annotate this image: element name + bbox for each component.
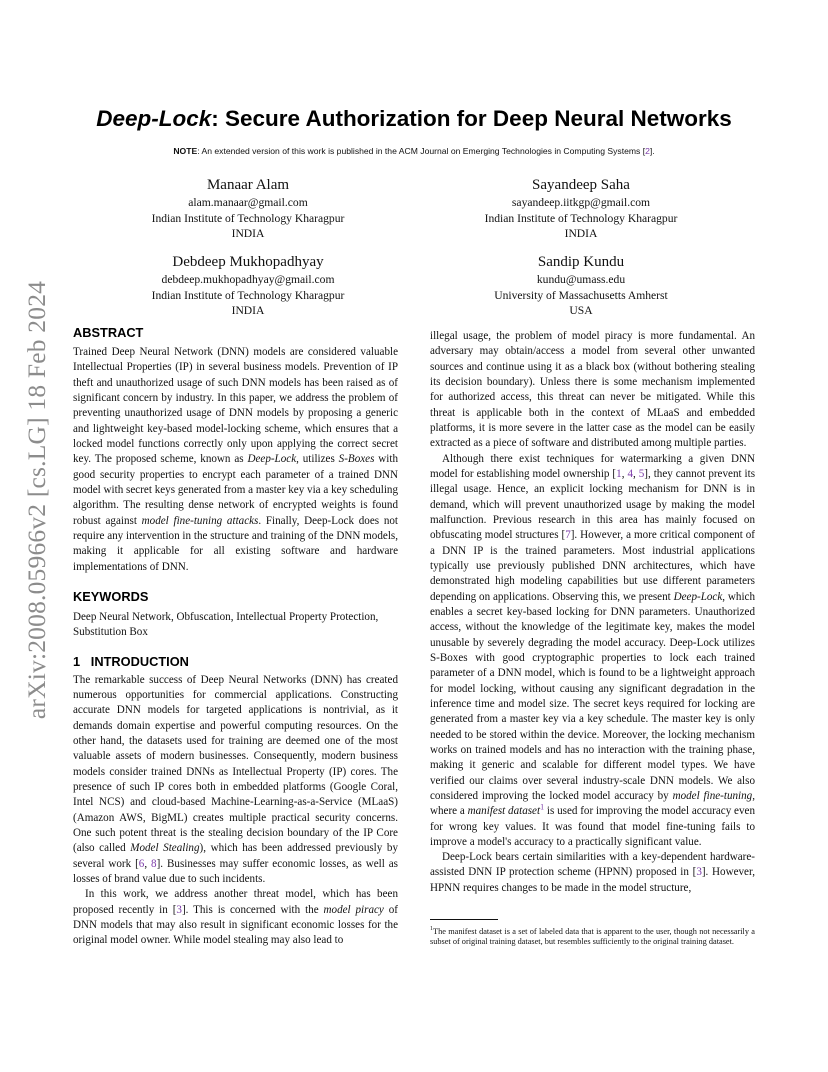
title-rest: : Secure Authorization for Deep Neural Networks — [211, 106, 732, 131]
abstract-heading: ABSTRACT — [73, 325, 144, 340]
abstract-text: Trained Deep Neural Network (DNN) models are considered valuable Intellectual Properties (IP) in several business models. Prevention of IP theft and unauthorized usage of such DNN models has been raised as of significant concern by industry. In this paper, we address the problem of preventing unauthorized usage of DNN models by proposing a generic and lightweight key-based model-locking scheme, which ensures that a locked model functions correctly only upon applying the correct secret key. The proposed scheme, known as — [73, 346, 398, 466]
footnote-text: The manifest dataset is a set of labeled data that is apparent to the user, though not necessarily a subset of original training dataset, but resembles sufficiently to the original training dataset. — [430, 926, 755, 947]
author-affiliation: University of Massachusetts Amherst — [494, 288, 668, 302]
author-email: alam.manaar@gmail.com — [188, 196, 308, 209]
citation-link[interactable]: 7 — [565, 529, 571, 542]
author-block-4 — [431, 253, 731, 319]
arxiv-stamp — [20, 280, 54, 720]
body-paragraph-1: illegal usage, the problem of model piracy is more fundamental. An adversary may obtain/access a model from several other unwanted sources and continue using it as a black box (without bothering stealing its decision boundary). Unless there is some mechanism implemented for authorized access, this threat can never be mitigated. While this threat is applicable both in the context of MLaaS and embedded platforms, it is more severe in the latter case as the model can be easily extracted as a piece of software and distributed among multiple parties. — [430, 330, 755, 450]
keywords-heading: KEYWORDS — [73, 588, 149, 604]
arxiv-stamp-text: arXiv:2008.05966v2 [cs.LG] 18 Feb 2024 — [22, 280, 51, 720]
abstract-text: with good security properties to encrypt each parameter of a trained DNN model with secret keys generated from a master key via a key scheduling algorithm. The resulting dense network of encrypted weights is found robust against — [73, 453, 398, 527]
intro-text: In this work, we address another threat model, which has been proposed recently in [ — [73, 888, 398, 916]
note-citation-link[interactable]: 2 — [645, 146, 650, 156]
paper-title — [60, 106, 768, 132]
note-end: ]. — [649, 146, 655, 156]
author-email: kundu@umass.edu — [536, 273, 626, 286]
intro-text: The remarkable success of Deep Neural Networks (DNN) has created numerous opportunities for commercial applications. Constructing accurate DNN models for targeted applications is nontrivial, as it demands domain expertise and powerful computing resources. On the other hand, the datasets used for training are deemed one of the most valuable assets of modern businesses. Consequently, modern business models consider trained DNNs as Intellectual Property (IP) cores. The presence of such IP cores both in embedded platforms (Google Coral, Intel NCS) and cloud-based Machine-Learning-as-a-Service (MLaaS) (Amazon AWS, BigML) creates multiple practical security concerns. One such potent threat is the stealing decision boundary of the IP Core (also called — [73, 673, 398, 855]
citation-link[interactable]: 3 — [696, 866, 702, 879]
deep-lock-term: Deep-Lock — [247, 453, 297, 466]
author-affiliation: Indian Institute of Technology Kharagpur — [151, 211, 345, 225]
note-text: : An extended version of this work is published in the ACM Journal on Emerging Technologies in Computing Systems [ — [197, 146, 646, 156]
intro-text: ]. Businesses may suffer economic losses, as well as losses of brand value due to such incidents. — [73, 857, 398, 885]
author-block-3 — [98, 253, 398, 319]
body-text: Although there exist techniques for watermarking a given DNN model for establishing model ownership [ — [430, 452, 755, 480]
body-text: ]. However, HPNN requires changes to be made in the model structure, — [430, 866, 756, 894]
author-affiliation: Indian Institute of Technology Kharagpur — [484, 211, 678, 225]
footnote-marker-link[interactable]: 1 — [540, 802, 545, 812]
body-text: ], they cannot prevent its illegal usage. Hence, an explicit locking mechanism for DNN is in demand, which will prevent unauthorized usage by making the model malfunction. Previous research in this area has mainly focused on obfuscating model structures [ — [430, 467, 756, 542]
introduction-heading: 1 INTRODUCTION — [73, 653, 189, 669]
author-name: Debdeep Mukhopadhyay — [172, 254, 324, 270]
intro-text: ]. This is concerned with the — [181, 903, 324, 916]
deep-lock-term: Deep-Lock — [673, 590, 723, 603]
abstract-text: . Finally, Deep-Lock does not require any intervention in the structure and training of the DNN models, making it applicable for all existing software and hardware implementations of DNN. — [73, 514, 398, 573]
author-email: debdeep.mukhopadhyay@gmail.com — [161, 273, 335, 286]
body-text: ]. However, a more critical component of a DNN IP is the trained parameters. Most industrial applications typically use previously published DNN architectures, which have demonstrated high modeling capabilities but use different parameters depending on applications. Observing this, we present — [430, 529, 755, 603]
model-piracy-term: model piracy — [323, 903, 384, 916]
citation-link[interactable]: 1 — [616, 467, 622, 480]
footnote-rule — [430, 919, 498, 920]
citation-link[interactable]: 5 — [638, 467, 645, 480]
citation-separator: , — [621, 467, 628, 480]
body-text: Deep-Lock bears certain similarities with a key-dependent hardware-assisted DNN IP protection scheme (HPNN) proposed in [ — [430, 851, 755, 879]
left-column — [73, 325, 398, 948]
body-paragraph-2 — [430, 452, 755, 851]
intro-text: of DNN models that may also result in significant economic losses for the original model owner. While model stealing may also lead to — [73, 903, 398, 947]
author-block-1 — [98, 176, 398, 242]
intro-paragraph-1 — [73, 673, 398, 888]
extended-version-note — [60, 146, 768, 156]
abstract-paragraph — [73, 345, 398, 575]
intro-text: ), which has been addressed previously by several work [ — [73, 842, 398, 870]
body-text: is used for improving the model accuracy even for wrong key values. It was found that model fine-tuning fails to improve a model's accuracy to a practically significant value. — [430, 805, 755, 848]
citation-separator: , — [632, 467, 639, 480]
author-block-2 — [431, 176, 731, 242]
author-email: sayandeep.iitkgp@gmail.com — [511, 196, 651, 209]
body-text: , where a — [430, 789, 755, 818]
citation-link[interactable]: 4 — [627, 467, 633, 480]
author-affiliation: Indian Institute of Technology Kharagpur — [151, 288, 345, 302]
fine-tuning-term: model fine-tuning — [672, 789, 753, 802]
author-name: Sandip Kundu — [537, 254, 625, 270]
footnote — [430, 924, 755, 948]
footnote-mark: 1 — [430, 926, 433, 932]
author-name: Sayandeep Saha — [532, 177, 630, 193]
abstract-text: , utilizes — [296, 453, 339, 466]
author-country: INDIA — [564, 227, 598, 241]
title-emphasis: Deep-Lock — [96, 106, 212, 131]
author-name: Manaar Alam — [206, 177, 290, 193]
body-text: , which enables a secret key-based locking for DNN parameters. Unauthorized access, without the knowledge of the legitimate key, makes the model unusable by severely degrading the model accuracy. Deep-Lock utilizes S-Boxes with good cryptographic properties to lock each trained parameter of a DNN model, which is found to be a lightweight approach for model locking, without causing any significant degradation in the inference time and model size. The secret keys required for locking are generated from a master key via a key schedule. The master key is only needed to be stored within the device. Moreover, the locking mechanism works on trained models and has no interaction with the training phase, making it generic and scalable for different model types. We have verified our claims over several industry-scale DNN models. We also considered improving the locked model accuracy by — [430, 590, 755, 802]
citation-separator: , — [144, 857, 152, 870]
fine-tuning-term: model fine-tuning attacks — [141, 514, 259, 527]
keywords-text: Deep Neural Network, Obfuscation, Intellectual Property Protection, Substitution Box — [73, 610, 379, 639]
intro-paragraph-2 — [73, 887, 398, 948]
right-column — [430, 329, 755, 896]
model-stealing-term: Model Stealing — [130, 842, 200, 855]
sboxes-term: S-Boxes — [338, 453, 375, 466]
body-paragraph-3 — [430, 850, 755, 896]
citation-link[interactable]: 6 — [138, 857, 145, 870]
citation-link[interactable]: 3 — [176, 903, 182, 916]
note-label: NOTE — [173, 146, 198, 156]
citation-link[interactable]: 8 — [151, 857, 157, 870]
author-country: INDIA — [231, 227, 265, 241]
author-country: INDIA — [231, 304, 265, 318]
manifest-dataset-term: manifest dataset — [467, 805, 541, 818]
author-country: USA — [569, 304, 593, 318]
